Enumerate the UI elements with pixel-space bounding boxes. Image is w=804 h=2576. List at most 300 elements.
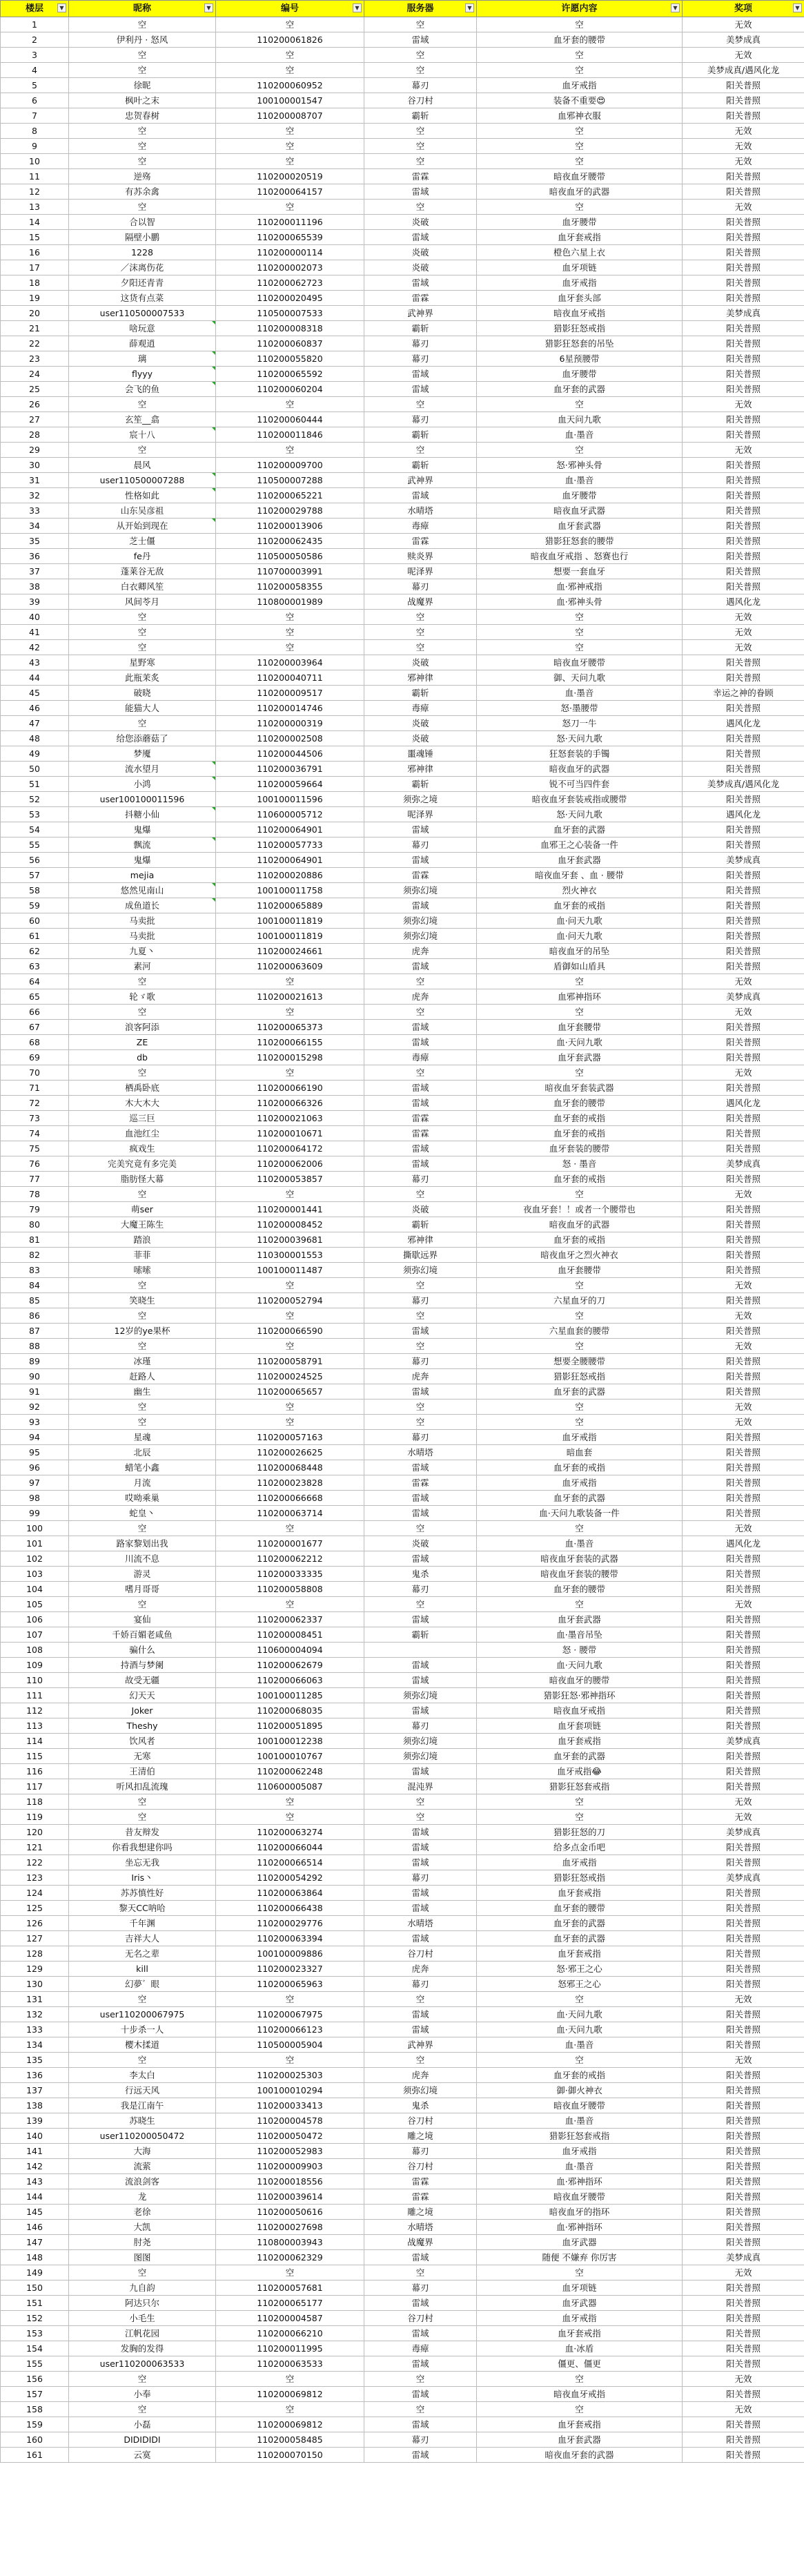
- floor-cell[interactable]: 117: [1, 1779, 69, 1794]
- floor-cell[interactable]: 93: [1, 1415, 69, 1430]
- floor-cell[interactable]: 26: [1, 397, 69, 412]
- server-cell[interactable]: 幕刃: [364, 2432, 477, 2448]
- award-cell[interactable]: 阳关普照: [683, 2341, 804, 2356]
- floor-cell[interactable]: 19: [1, 291, 69, 306]
- award-cell[interactable]: 无效: [683, 154, 804, 169]
- id-cell[interactable]: 空: [216, 1308, 364, 1324]
- floor-cell[interactable]: 124: [1, 1886, 69, 1901]
- nickname-cell[interactable]: 隔壁小鹏: [69, 230, 216, 245]
- id-cell[interactable]: 110200058791: [216, 1354, 364, 1369]
- wish-cell[interactable]: 血邪王之心装备一件: [477, 837, 683, 853]
- floor-cell[interactable]: 42: [1, 640, 69, 655]
- floor-cell[interactable]: 91: [1, 1384, 69, 1400]
- id-cell[interactable]: 空: [216, 625, 364, 640]
- nickname-cell[interactable]: 笑晓生: [69, 1293, 216, 1308]
- server-cell[interactable]: 鬼杀: [364, 2098, 477, 2113]
- wish-cell[interactable]: 血·墨音: [477, 473, 683, 488]
- nickname-cell[interactable]: 空: [69, 2265, 216, 2280]
- award-cell[interactable]: 阳关普照: [683, 959, 804, 974]
- server-cell[interactable]: 霸斩: [364, 1627, 477, 1643]
- nickname-cell[interactable]: 空: [69, 17, 216, 32]
- server-cell[interactable]: 空: [364, 610, 477, 625]
- floor-cell[interactable]: 71: [1, 1081, 69, 1096]
- award-cell[interactable]: 阳关普照: [683, 2417, 804, 2432]
- wish-cell[interactable]: 空: [477, 63, 683, 78]
- wish-cell[interactable]: 暗夜血牙戒指: [477, 2387, 683, 2402]
- floor-cell[interactable]: 138: [1, 2098, 69, 2113]
- server-cell[interactable]: 幕刃: [364, 1430, 477, 1445]
- award-cell[interactable]: 阳关普照: [683, 2296, 804, 2311]
- id-cell[interactable]: 110200040711: [216, 670, 364, 686]
- nickname-cell[interactable]: user110500007533: [69, 306, 216, 321]
- award-cell[interactable]: 阳关普照: [683, 1643, 804, 1658]
- nickname-cell[interactable]: 巡三巨: [69, 1111, 216, 1126]
- id-cell[interactable]: 110200044506: [216, 746, 364, 762]
- nickname-cell[interactable]: 黎天CC呐哈: [69, 1901, 216, 1916]
- award-cell[interactable]: 阳关普照: [683, 1673, 804, 1688]
- id-cell[interactable]: 110200008707: [216, 108, 364, 124]
- server-cell[interactable]: 空: [364, 625, 477, 640]
- id-cell[interactable]: 空: [216, 397, 364, 412]
- nickname-cell[interactable]: 空: [69, 200, 216, 215]
- id-cell[interactable]: 空: [216, 48, 364, 63]
- nickname-cell[interactable]: 行远天风: [69, 2083, 216, 2098]
- award-cell[interactable]: 美梦成真/遇风化龙: [683, 63, 804, 78]
- floor-cell[interactable]: 106: [1, 1612, 69, 1627]
- id-cell[interactable]: 110200029776: [216, 1916, 364, 1931]
- floor-cell[interactable]: 80: [1, 1217, 69, 1232]
- id-cell[interactable]: 110200065539: [216, 230, 364, 245]
- floor-cell[interactable]: 99: [1, 1506, 69, 1521]
- wish-cell[interactable]: 血牙套的腰带: [477, 1582, 683, 1597]
- floor-cell[interactable]: 78: [1, 1187, 69, 1202]
- nickname-cell[interactable]: 梦魇: [69, 746, 216, 762]
- wish-cell[interactable]: 血·墨音: [477, 2113, 683, 2129]
- id-cell[interactable]: 110200054292: [216, 1870, 364, 1886]
- id-cell[interactable]: 110200036791: [216, 762, 364, 777]
- award-cell[interactable]: 无效: [683, 443, 804, 458]
- header-award[interactable]: [683, 1, 804, 17]
- award-cell[interactable]: 阳关普照: [683, 1688, 804, 1703]
- award-cell[interactable]: 阳关普照: [683, 944, 804, 959]
- wish-cell[interactable]: 空: [477, 397, 683, 412]
- id-cell[interactable]: 110200011846: [216, 427, 364, 443]
- nickname-cell[interactable]: 有苏余禽: [69, 184, 216, 200]
- nickname-cell[interactable]: 空: [69, 397, 216, 412]
- award-cell[interactable]: 阳关普照: [683, 1324, 804, 1339]
- server-cell[interactable]: 雷域: [364, 32, 477, 48]
- nickname-cell[interactable]: 发胸的发得: [69, 2341, 216, 2356]
- nickname-cell[interactable]: 大魔王陈生: [69, 1217, 216, 1232]
- wish-cell[interactable]: 猎影狂怒的刀: [477, 1825, 683, 1840]
- wish-cell[interactable]: 空: [477, 1794, 683, 1810]
- wish-cell[interactable]: 血牙戒指: [477, 1855, 683, 1870]
- floor-cell[interactable]: 11: [1, 169, 69, 184]
- id-cell[interactable]: 110200062679: [216, 1658, 364, 1673]
- wish-cell[interactable]: 六星血套的腰带: [477, 1324, 683, 1339]
- award-cell[interactable]: 美梦成真: [683, 1825, 804, 1840]
- server-cell[interactable]: 雷域: [364, 2007, 477, 2022]
- nickname-cell[interactable]: 北辰: [69, 1445, 216, 1460]
- wish-cell[interactable]: 血·墨音: [477, 1536, 683, 1551]
- wish-cell[interactable]: 随便 不嫌弃 你厉害: [477, 2250, 683, 2265]
- floor-cell[interactable]: 56: [1, 853, 69, 868]
- id-cell[interactable]: 100100001547: [216, 93, 364, 108]
- wish-cell[interactable]: 血牙套的腰带: [477, 1096, 683, 1111]
- floor-cell[interactable]: 13: [1, 200, 69, 215]
- nickname-cell[interactable]: 破晓: [69, 686, 216, 701]
- award-cell[interactable]: 遇风化龙: [683, 807, 804, 822]
- id-cell[interactable]: 110200011196: [216, 215, 364, 230]
- nickname-cell[interactable]: 空: [69, 1278, 216, 1293]
- award-cell[interactable]: 无效: [683, 2053, 804, 2068]
- id-cell[interactable]: 110200023327: [216, 1962, 364, 1977]
- floor-cell[interactable]: 109: [1, 1658, 69, 1673]
- nickname-cell[interactable]: 空: [69, 1308, 216, 1324]
- wish-cell[interactable]: 血牙套戒指: [477, 1886, 683, 1901]
- id-cell[interactable]: 100100011487: [216, 1263, 364, 1278]
- nickname-cell[interactable]: 阿达只尔: [69, 2296, 216, 2311]
- id-cell[interactable]: 110200063533: [216, 2356, 364, 2372]
- floor-cell[interactable]: 76: [1, 1156, 69, 1172]
- server-cell[interactable]: 空: [364, 1415, 477, 1430]
- wish-cell[interactable]: 烈火神衣: [477, 883, 683, 898]
- award-cell[interactable]: 阳关普照: [683, 336, 804, 351]
- floor-cell[interactable]: 128: [1, 1946, 69, 1962]
- wish-cell[interactable]: 空: [477, 2402, 683, 2417]
- nickname-cell[interactable]: 血池红尘: [69, 1126, 216, 1141]
- id-cell[interactable]: 110200001441: [216, 1202, 364, 1217]
- wish-cell[interactable]: 空: [477, 1521, 683, 1536]
- award-cell[interactable]: 阳关普照: [683, 2007, 804, 2022]
- award-cell[interactable]: 无效: [683, 2265, 804, 2280]
- server-cell[interactable]: 雷域: [364, 1096, 477, 1111]
- nickname-cell[interactable]: 幻夢゛眼: [69, 1977, 216, 1992]
- wish-cell[interactable]: 血·问天九歌: [477, 929, 683, 944]
- server-cell[interactable]: 雷域: [364, 1035, 477, 1050]
- nickname-cell[interactable]: 我是江南午: [69, 2098, 216, 2113]
- nickname-cell[interactable]: db: [69, 1050, 216, 1065]
- wish-cell[interactable]: 血牙戒指: [477, 275, 683, 291]
- nickname-cell[interactable]: 九夏丶: [69, 944, 216, 959]
- server-cell[interactable]: 空: [364, 1400, 477, 1415]
- server-cell[interactable]: 水晴塔: [364, 2220, 477, 2235]
- floor-cell[interactable]: 18: [1, 275, 69, 291]
- id-cell[interactable]: 110800003943: [216, 2235, 364, 2250]
- nickname-cell[interactable]: 伊利丹 · 怒风: [69, 32, 216, 48]
- wish-cell[interactable]: 暗夜血牙套 、血 · 腰带: [477, 868, 683, 883]
- id-cell[interactable]: 空: [216, 1794, 364, 1810]
- floor-cell[interactable]: 137: [1, 2083, 69, 2098]
- wish-cell[interactable]: 暗夜血牙武器: [477, 503, 683, 519]
- wish-cell[interactable]: 空: [477, 1065, 683, 1081]
- wish-cell[interactable]: 暗夜血牙腰带: [477, 2189, 683, 2205]
- floor-cell[interactable]: 121: [1, 1840, 69, 1855]
- server-cell[interactable]: 谷刀村: [364, 2159, 477, 2174]
- server-cell[interactable]: 撕歇远界: [364, 1248, 477, 1263]
- server-cell[interactable]: 雷霖: [364, 868, 477, 883]
- award-cell[interactable]: 阳关普照: [683, 1475, 804, 1491]
- wish-cell[interactable]: 血牙套的腰带: [477, 32, 683, 48]
- server-cell[interactable]: 空: [364, 640, 477, 655]
- server-cell[interactable]: 炎破: [364, 731, 477, 746]
- nickname-cell[interactable]: 此瓶茉炙: [69, 670, 216, 686]
- wish-cell[interactable]: 血牙套的武器: [477, 1384, 683, 1400]
- nickname-cell[interactable]: 九自韵: [69, 2280, 216, 2296]
- floor-cell[interactable]: 50: [1, 762, 69, 777]
- floor-cell[interactable]: 108: [1, 1643, 69, 1658]
- server-cell[interactable]: 雷域: [364, 1081, 477, 1096]
- server-cell[interactable]: 邪神律: [364, 762, 477, 777]
- server-cell[interactable]: 霸斩: [364, 458, 477, 473]
- wish-cell[interactable]: 怒 · 墨音: [477, 1156, 683, 1172]
- floor-cell[interactable]: 55: [1, 837, 69, 853]
- floor-cell[interactable]: 96: [1, 1460, 69, 1475]
- floor-cell[interactable]: 38: [1, 579, 69, 594]
- server-cell[interactable]: 空: [364, 1065, 477, 1081]
- award-cell[interactable]: 阳关普照: [683, 564, 804, 579]
- server-cell[interactable]: 噩魂锤: [364, 746, 477, 762]
- id-cell[interactable]: 空: [216, 2372, 364, 2387]
- nickname-cell[interactable]: 啥玩意: [69, 321, 216, 336]
- wish-cell[interactable]: 血·邪神头骨: [477, 594, 683, 610]
- nickname-cell[interactable]: 鬼爆: [69, 822, 216, 837]
- floor-cell[interactable]: 49: [1, 746, 69, 762]
- nickname-cell[interactable]: 千年渊: [69, 1916, 216, 1931]
- id-cell[interactable]: 110200021063: [216, 1111, 364, 1126]
- id-cell[interactable]: 110200067975: [216, 2007, 364, 2022]
- floor-cell[interactable]: 27: [1, 412, 69, 427]
- server-cell[interactable]: 幕刃: [364, 351, 477, 367]
- server-cell[interactable]: 雷域: [364, 853, 477, 868]
- id-cell[interactable]: 110200055820: [216, 351, 364, 367]
- award-cell[interactable]: 阳关普照: [683, 2387, 804, 2402]
- nickname-cell[interactable]: 风间苓月: [69, 594, 216, 610]
- award-cell[interactable]: 阳关普照: [683, 883, 804, 898]
- wish-cell[interactable]: 空: [477, 1597, 683, 1612]
- server-cell[interactable]: 毒瘴: [364, 1050, 477, 1065]
- server-cell[interactable]: 空: [364, 1597, 477, 1612]
- wish-cell[interactable]: 血牙套的戒指: [477, 898, 683, 913]
- nickname-cell[interactable]: 芝士僵: [69, 534, 216, 549]
- award-cell[interactable]: 阳关普照: [683, 1126, 804, 1141]
- header-id[interactable]: [216, 1, 364, 17]
- wish-cell[interactable]: 猎影狂怒戒指: [477, 1870, 683, 1886]
- floor-cell[interactable]: 51: [1, 777, 69, 792]
- filter-dropdown-icon[interactable]: ▼: [465, 3, 474, 12]
- id-cell[interactable]: 110200065889: [216, 898, 364, 913]
- wish-cell[interactable]: 血牙套戒指: [477, 2326, 683, 2341]
- floor-cell[interactable]: 90: [1, 1369, 69, 1384]
- floor-cell[interactable]: 148: [1, 2250, 69, 2265]
- server-cell[interactable]: 空: [364, 1187, 477, 1202]
- floor-cell[interactable]: 116: [1, 1764, 69, 1779]
- award-cell[interactable]: 阳关普照: [683, 1703, 804, 1718]
- award-cell[interactable]: 阳关普照: [683, 2037, 804, 2053]
- server-cell[interactable]: 雷霖: [364, 1126, 477, 1141]
- id-cell[interactable]: 100100011819: [216, 929, 364, 944]
- floor-cell[interactable]: 139: [1, 2113, 69, 2129]
- id-cell[interactable]: 110200065177: [216, 2296, 364, 2311]
- server-cell[interactable]: 雷域: [364, 2387, 477, 2402]
- nickname-cell[interactable]: 坐忘无我: [69, 1855, 216, 1870]
- nickname-cell[interactable]: 空: [69, 48, 216, 63]
- server-cell[interactable]: 空: [364, 139, 477, 154]
- wish-cell[interactable]: 空: [477, 17, 683, 32]
- server-cell[interactable]: 赎炎界: [364, 549, 477, 564]
- nickname-cell[interactable]: 流水望月: [69, 762, 216, 777]
- floor-cell[interactable]: 83: [1, 1263, 69, 1278]
- server-cell[interactable]: 雷域: [364, 1886, 477, 1901]
- nickname-cell[interactable]: 幻天天: [69, 1688, 216, 1703]
- nickname-cell[interactable]: 抖糖小仙: [69, 807, 216, 822]
- id-cell[interactable]: 110200052983: [216, 2144, 364, 2159]
- award-cell[interactable]: 无效: [683, 610, 804, 625]
- server-cell[interactable]: 幕刃: [364, 412, 477, 427]
- floor-cell[interactable]: 100: [1, 1521, 69, 1536]
- wish-cell[interactable]: 血邪神指环: [477, 989, 683, 1005]
- server-cell[interactable]: 幕刃: [364, 1718, 477, 1734]
- nickname-cell[interactable]: 浪客阿添: [69, 1020, 216, 1035]
- wish-cell[interactable]: 怒邪王之心: [477, 1977, 683, 1992]
- nickname-cell[interactable]: 蛇皇丶: [69, 1506, 216, 1521]
- server-cell[interactable]: 水晴塔: [364, 1445, 477, 1460]
- award-cell[interactable]: 阳关普照: [683, 2448, 804, 2463]
- wish-cell[interactable]: 御·御火神衣: [477, 2083, 683, 2098]
- wish-cell[interactable]: 想要一套血牙: [477, 564, 683, 579]
- award-cell[interactable]: 美梦成真/遇风化龙: [683, 777, 804, 792]
- award-cell[interactable]: 阳关普照: [683, 1901, 804, 1916]
- server-cell[interactable]: 谷刀村: [364, 2113, 477, 2129]
- award-cell[interactable]: 阳关普照: [683, 1962, 804, 1977]
- floor-cell[interactable]: 34: [1, 519, 69, 534]
- id-cell[interactable]: 110200066155: [216, 1035, 364, 1050]
- id-cell[interactable]: 空: [216, 2265, 364, 2280]
- floor-cell[interactable]: 5: [1, 78, 69, 93]
- nickname-cell[interactable]: 肘尧: [69, 2235, 216, 2250]
- award-cell[interactable]: 阳关普照: [683, 2205, 804, 2220]
- server-cell[interactable]: 空: [364, 63, 477, 78]
- wish-cell[interactable]: 空: [477, 1308, 683, 1324]
- award-cell[interactable]: 阳关普照: [683, 1430, 804, 1445]
- award-cell[interactable]: 美梦成真: [683, 853, 804, 868]
- floor-cell[interactable]: 57: [1, 868, 69, 883]
- id-cell[interactable]: 空: [216, 2402, 364, 2417]
- floor-cell[interactable]: 87: [1, 1324, 69, 1339]
- server-cell[interactable]: 空: [364, 1521, 477, 1536]
- floor-cell[interactable]: 47: [1, 716, 69, 731]
- id-cell[interactable]: 110200070150: [216, 2448, 364, 2463]
- wish-cell[interactable]: 空: [477, 1339, 683, 1354]
- id-cell[interactable]: 110200057681: [216, 2280, 364, 2296]
- award-cell[interactable]: 美梦成真: [683, 1734, 804, 1749]
- nickname-cell[interactable]: 王清伯: [69, 1764, 216, 1779]
- award-cell[interactable]: 阳关普照: [683, 1384, 804, 1400]
- award-cell[interactable]: 阳关普照: [683, 351, 804, 367]
- award-cell[interactable]: 遇风化龙: [683, 1096, 804, 1111]
- award-cell[interactable]: 无效: [683, 1005, 804, 1020]
- id-cell[interactable]: 110200001677: [216, 1536, 364, 1551]
- id-cell[interactable]: 110200033335: [216, 1567, 364, 1582]
- id-cell[interactable]: 110500007288: [216, 473, 364, 488]
- server-cell[interactable]: 雷域: [364, 1901, 477, 1916]
- nickname-cell[interactable]: 12岁的ye果杯: [69, 1324, 216, 1339]
- nickname-cell[interactable]: 川流不息: [69, 1551, 216, 1567]
- nickname-cell[interactable]: 性格如此: [69, 488, 216, 503]
- award-cell[interactable]: 阳关普照: [683, 2220, 804, 2235]
- server-cell[interactable]: 雷域: [364, 1703, 477, 1718]
- nickname-cell[interactable]: 骗什么: [69, 1643, 216, 1658]
- floor-cell[interactable]: 64: [1, 974, 69, 989]
- wish-cell[interactable]: 暗夜血牙戒指: [477, 306, 683, 321]
- server-cell[interactable]: 霸斩: [364, 427, 477, 443]
- award-cell[interactable]: 阳关普照: [683, 1232, 804, 1248]
- nickname-cell[interactable]: 空: [69, 2372, 216, 2387]
- floor-cell[interactable]: 153: [1, 2326, 69, 2341]
- id-cell[interactable]: 110200013906: [216, 519, 364, 534]
- award-cell[interactable]: 阳关普照: [683, 1020, 804, 1035]
- wish-cell[interactable]: 血牙套项链: [477, 1718, 683, 1734]
- floor-cell[interactable]: 39: [1, 594, 69, 610]
- server-cell[interactable]: 空: [364, 1992, 477, 2007]
- server-cell[interactable]: 邪神律: [364, 1232, 477, 1248]
- nickname-cell[interactable]: 大海: [69, 2144, 216, 2159]
- nickname-cell[interactable]: 璃: [69, 351, 216, 367]
- server-cell[interactable]: 雷域: [364, 1764, 477, 1779]
- floor-cell[interactable]: 112: [1, 1703, 69, 1718]
- server-cell[interactable]: 幕刃: [364, 336, 477, 351]
- server-cell[interactable]: 雷霖: [364, 1475, 477, 1491]
- nickname-cell[interactable]: 图图: [69, 2250, 216, 2265]
- nickname-cell[interactable]: 逆殇: [69, 169, 216, 184]
- nickname-cell[interactable]: 栖禹卧底: [69, 1081, 216, 1096]
- award-cell[interactable]: 阳关普照: [683, 230, 804, 245]
- id-cell[interactable]: 110200050616: [216, 2205, 364, 2220]
- nickname-cell[interactable]: 嗜月哥哥: [69, 1582, 216, 1597]
- nickname-cell[interactable]: 枫叶之末: [69, 93, 216, 108]
- id-cell[interactable]: 110200029788: [216, 503, 364, 519]
- award-cell[interactable]: 阳关普照: [683, 1551, 804, 1567]
- server-cell[interactable]: 雷域: [364, 1551, 477, 1567]
- wish-cell[interactable]: 暗夜血牙的吊坠: [477, 944, 683, 959]
- award-cell[interactable]: 阳关普照: [683, 1141, 804, 1156]
- id-cell[interactable]: 空: [216, 154, 364, 169]
- wish-cell[interactable]: 血·墨音: [477, 686, 683, 701]
- wish-cell[interactable]: 怒·邪王之心: [477, 1962, 683, 1977]
- award-cell[interactable]: 阳关普照: [683, 108, 804, 124]
- award-cell[interactable]: 阳关普照: [683, 1293, 804, 1308]
- nickname-cell[interactable]: 空: [69, 443, 216, 458]
- award-cell[interactable]: 阳关普照: [683, 1354, 804, 1369]
- nickname-cell[interactable]: 晨风: [69, 458, 216, 473]
- id-cell[interactable]: 110500007533: [216, 306, 364, 321]
- nickname-cell[interactable]: 1228: [69, 245, 216, 260]
- id-cell[interactable]: 110200060952: [216, 78, 364, 93]
- id-cell[interactable]: 空: [216, 443, 364, 458]
- floor-cell[interactable]: 69: [1, 1050, 69, 1065]
- award-cell[interactable]: 美梦成真: [683, 306, 804, 321]
- nickname-cell[interactable]: 忠贺春树: [69, 108, 216, 124]
- floor-cell[interactable]: 154: [1, 2341, 69, 2356]
- id-cell[interactable]: 空: [216, 1992, 364, 2007]
- server-cell[interactable]: 幕刃: [364, 2144, 477, 2159]
- award-cell[interactable]: 阳关普照: [683, 1111, 804, 1126]
- award-cell[interactable]: 阳关普照: [683, 275, 804, 291]
- wish-cell[interactable]: 血·冰盾: [477, 2341, 683, 2356]
- floor-cell[interactable]: 36: [1, 549, 69, 564]
- award-cell[interactable]: 阳关普照: [683, 2356, 804, 2372]
- id-cell[interactable]: 110200065221: [216, 488, 364, 503]
